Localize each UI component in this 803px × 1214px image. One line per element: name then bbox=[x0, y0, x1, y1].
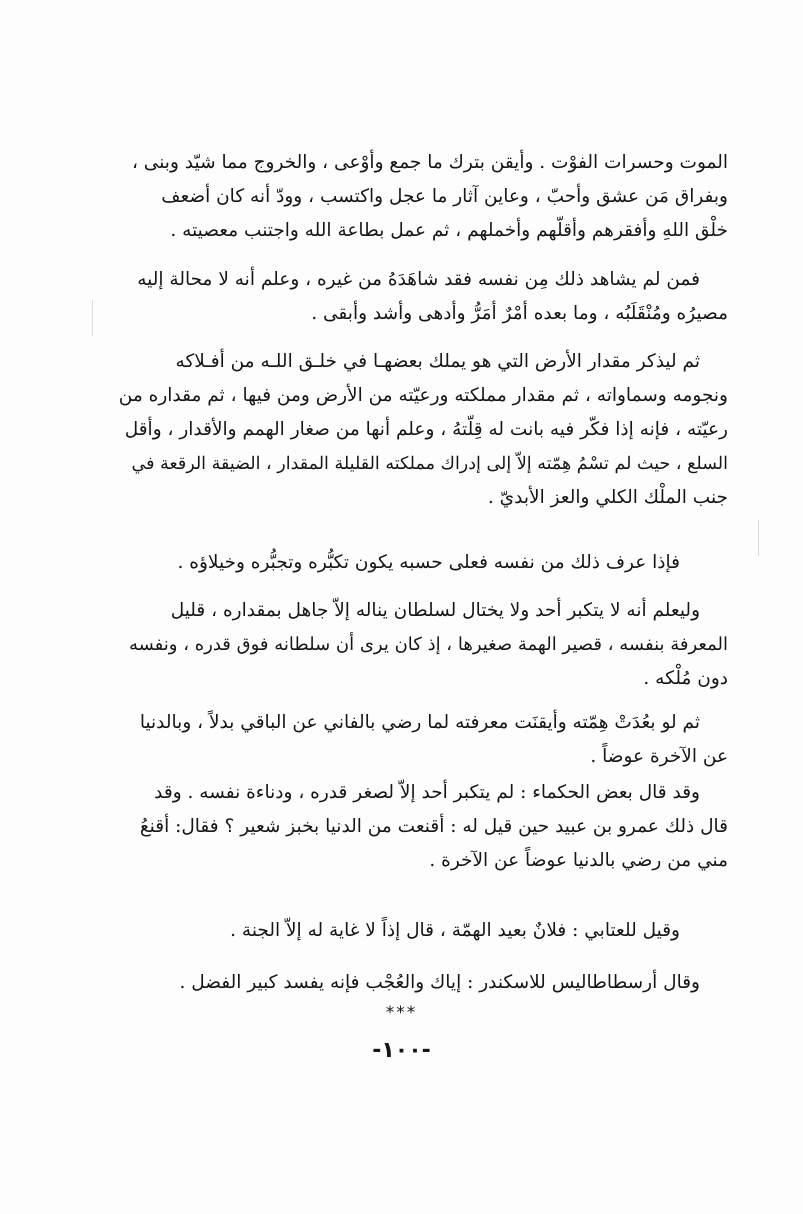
text-line: عن الآخرة عوضاً . bbox=[590, 746, 728, 767]
text-line: قال ذلك عمرو بن عبيد حين قيل له : أقنعت من الدنيا بخبز شعير ؟ فقال: أقنعُ bbox=[139, 816, 728, 837]
text-line: رعيّته ، فإنه إذا فكّر فيه بانت له قِلّتهُ ، وعلم أنها من صغار الهمم والأقدار ، وأقل bbox=[124, 419, 728, 440]
paragraph-7 bbox=[118, 776, 728, 878]
margin-scan-mark bbox=[758, 520, 759, 556]
paragraph-5 bbox=[118, 594, 728, 696]
text-line: ثم لو بعُدَتْ هِمّته وأيقنَت معرفته لما رضي بالفاني عن الباقي بدلاً ، وبالدنيا bbox=[139, 712, 700, 733]
text-line: الموت وحسرات الفوْت . وأيقن بترك ما جمع وأوْعى ، والخروج مما شيّد وبنى ، bbox=[131, 152, 728, 173]
page-number: -١٠٠- bbox=[372, 1038, 431, 1063]
text-line: وقال أرسطاطاليس للاسكندر : إياك والعُجْب فإنه يفسد كبير الفضل . bbox=[179, 972, 700, 993]
text-line: خلْق اللهِ وأفقرهم وأقلّهم وأخملهم ، ثم عمل بطاعة الله واجتنب معصيته . bbox=[170, 220, 728, 241]
text-line: السلع ، حيث لم تسْمُ هِمّته إلاّ إلى إدراك مملكته القليلة المقدار ، الضيقة الرقعة في bbox=[131, 454, 728, 474]
paragraph-6 bbox=[118, 706, 728, 774]
text-line: فمن لم يشاهد ذلك مِن نفسه فقد شاهَدَهُ من غيره ، وعلم أنه لا محالة إليه bbox=[137, 269, 700, 290]
paragraph-1 bbox=[118, 146, 728, 248]
text-line: ثم ليذكر مقدار الأرض التي هو يملك بعضهـا في خلـق اللـه من أفـلاكه bbox=[175, 351, 700, 372]
margin-scan-mark bbox=[92, 300, 93, 336]
text-line: وقد قال بعض الحكماء : لم يتكبر أحد إلاّ لصغر قدره ، ودناءة نفسه . وقد bbox=[154, 782, 700, 803]
paragraph-3 bbox=[118, 345, 728, 515]
paragraph-2 bbox=[118, 263, 728, 331]
text-line: وليعلم أنه لا يتكبر أحد ولا يختال لسلطان يناله إلاّ جاهل بمقداره ، قليل bbox=[170, 600, 700, 621]
paragraph-9 bbox=[118, 966, 728, 1000]
paragraph-8 bbox=[118, 914, 728, 948]
text-line: مصيرُه ومُنْقَلَبُه ، وما بعده أمْرٌ أمَرُّ وأدهى وأشد وأبقى . bbox=[311, 303, 728, 324]
section-separator: *** bbox=[385, 1003, 418, 1023]
text-line: فإذا عرف ذلك من نفسه فعلى حسبه يكون تكبُّره وتجبُّره وخيلاؤه . bbox=[177, 552, 680, 573]
text-line: جنب الملْك الكلي والعز الأبديّ . bbox=[487, 487, 728, 508]
paragraph-4 bbox=[118, 546, 728, 580]
text-line: دون مُلْكه . bbox=[643, 668, 728, 689]
text-line: المعرفة بنفسه ، قصير الهمة صغيرها ، إذ كان يرى أن سلطانه فوق قدره ، ونفسه bbox=[128, 634, 728, 655]
text-line: وبفراق مَن عشق وأحبّ ، وعاين آثار ما عجل واكتسب ، وودّ أنه كان أضعف bbox=[161, 186, 728, 207]
text-line: مني من رضي بالدنيا عوضاً عن الآخرة . bbox=[429, 850, 728, 871]
text-line: وقيل للعتابي : فلانٌ بعيد الهمّة ، قال إذاً لا غاية له إلاّ الجنة . bbox=[230, 920, 680, 941]
text-line: ونجومه وسماواته ، ثم مقدار مملكته ورعيّته من الأرض ومن فيها ، ثم مقداره من bbox=[118, 385, 728, 406]
